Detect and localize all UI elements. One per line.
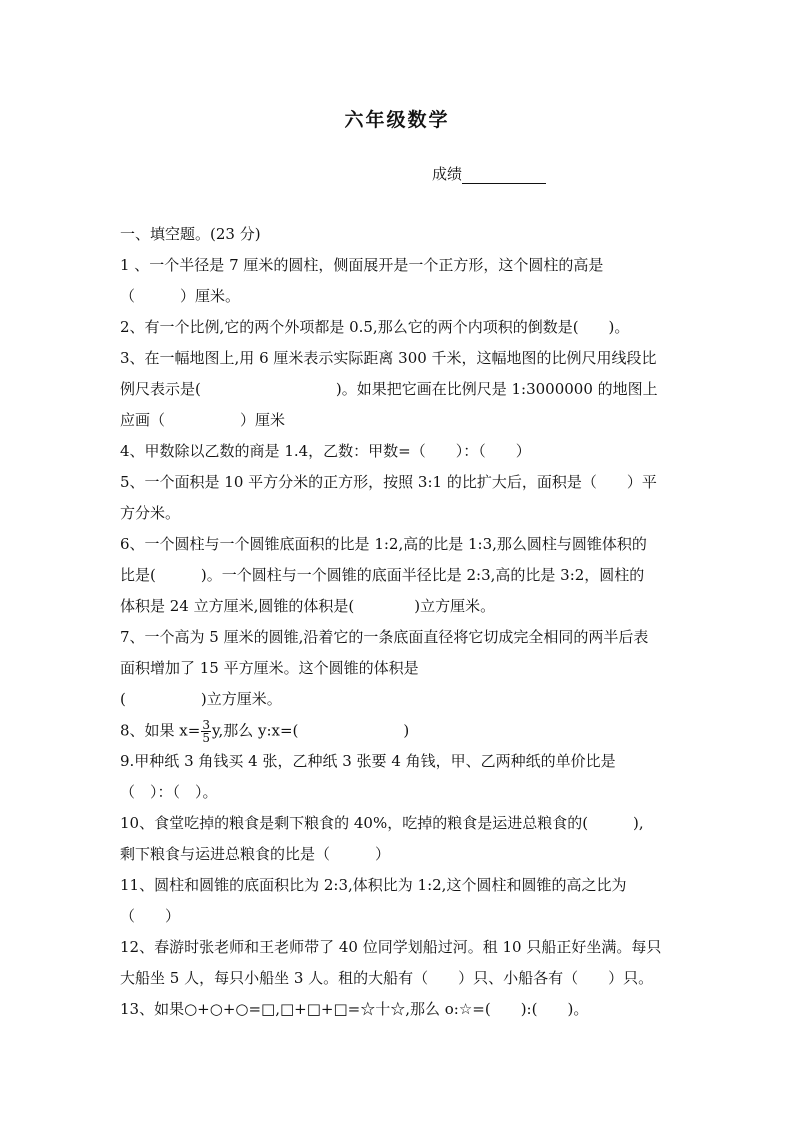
section-heading: 一、填空题。(23 分) [120,225,261,243]
q3-line-3: 应画（ ）厘米 [120,411,286,429]
q3-line-2: 例尺表示是( )。如果把它画在比例尺是 1:3000000 的地图上 [120,380,658,398]
q6-line-3: 体积是 24 立方厘米,圆锥的体积是( )立方厘米。 [120,597,496,615]
q12-line-2: 大船坐 5 人，每只小船坐 3 人。租的大船有（ ）只、小船各有（ ）只。 [120,969,654,987]
q6-line-2: 比是( )。一个圆柱与一个圆锥的底面半径比是 2:3,高的比是 3:2，圆柱的 [120,566,645,584]
q10-line-2: 剩下粮食与运进总粮食的比是（ ） [120,845,391,863]
score-field [432,163,546,184]
fraction-numerator: 3 [202,718,210,732]
page-title: 六年级数学 [344,109,450,131]
fraction-denominator: 5 [202,731,210,745]
q7-line-2: 面积增加了 15 平方厘米。这个圆锥的体积是 [120,659,419,677]
q5-line-2: 方分米。 [120,504,181,522]
q10-line-1: 10、食堂吃掉的粮食是剩下粮食的 40%，吃掉的粮食是运进总粮食的( ), [120,814,644,832]
q1-line-1: 1 、一个半径是 7 厘米的圆柱，侧面展开是一个正方形，这个圆柱的高是 [120,256,604,274]
score-blank [462,167,546,184]
q6-line-1: 6、一个圆柱与一个圆锥底面积的比是 1:2,高的比是 1:3,那么圆柱与圆锥体积的 [120,535,647,553]
q9-line-2: （ ）：（ ）。 [120,783,218,801]
q3-line-1: 3、在一幅地图上,用 6 厘米表示实际距离 300 千米，这幅地图的比例尺用线段比 [120,349,657,367]
q8-before: 8、如果 x= [120,721,201,740]
q11-line-1: 11、圆柱和圆锥的底面积比为 2:3,体积比为 1:2,这个圆柱和圆锥的高之比为 [120,876,627,894]
q13-line-1: 13、如果○+○+○=□,□+□+□=☆十☆,那么 o:☆=( ):( )。 [120,1000,589,1018]
q1-line-2: （ ）厘米。 [120,287,241,305]
score-label: 成绩 [432,165,463,183]
q4-line-1: 4、甲数除以乙数的商是 1.4，乙数：甲数=（ ）：（ ） [120,442,531,460]
fraction [201,719,211,744]
q8-after: y,那么 y:x=( ) [211,721,410,740]
q12-line-1: 12、春游时张老师和王老师带了 40 位同学划船过河。租 10 只船正好坐满。每只 [120,938,662,956]
q7-line-3: ( )立方厘米。 [120,690,282,708]
q2-line-1: 2、有一个比例,它的两个外项都是 0.5,那么它的两个内项积的倒数是( )。 [120,318,630,336]
q5-line-1: 5、一个面积是 10 平方分米的正方形，按照 3:1 的比扩大后，面积是（ ）平 [120,473,657,491]
q7-line-1: 7、一个高为 5 厘米的圆锥,沿着它的一条底面直径将它切成完全相同的两半后表 [120,628,649,646]
q8-line-1 [120,719,409,744]
q11-line-2: （ ） [120,907,181,925]
q9-line-1: 9.甲种纸 3 角钱买 4 张，乙种纸 3 张要 4 角钱，甲、乙两种纸的单价比是 [120,752,616,770]
